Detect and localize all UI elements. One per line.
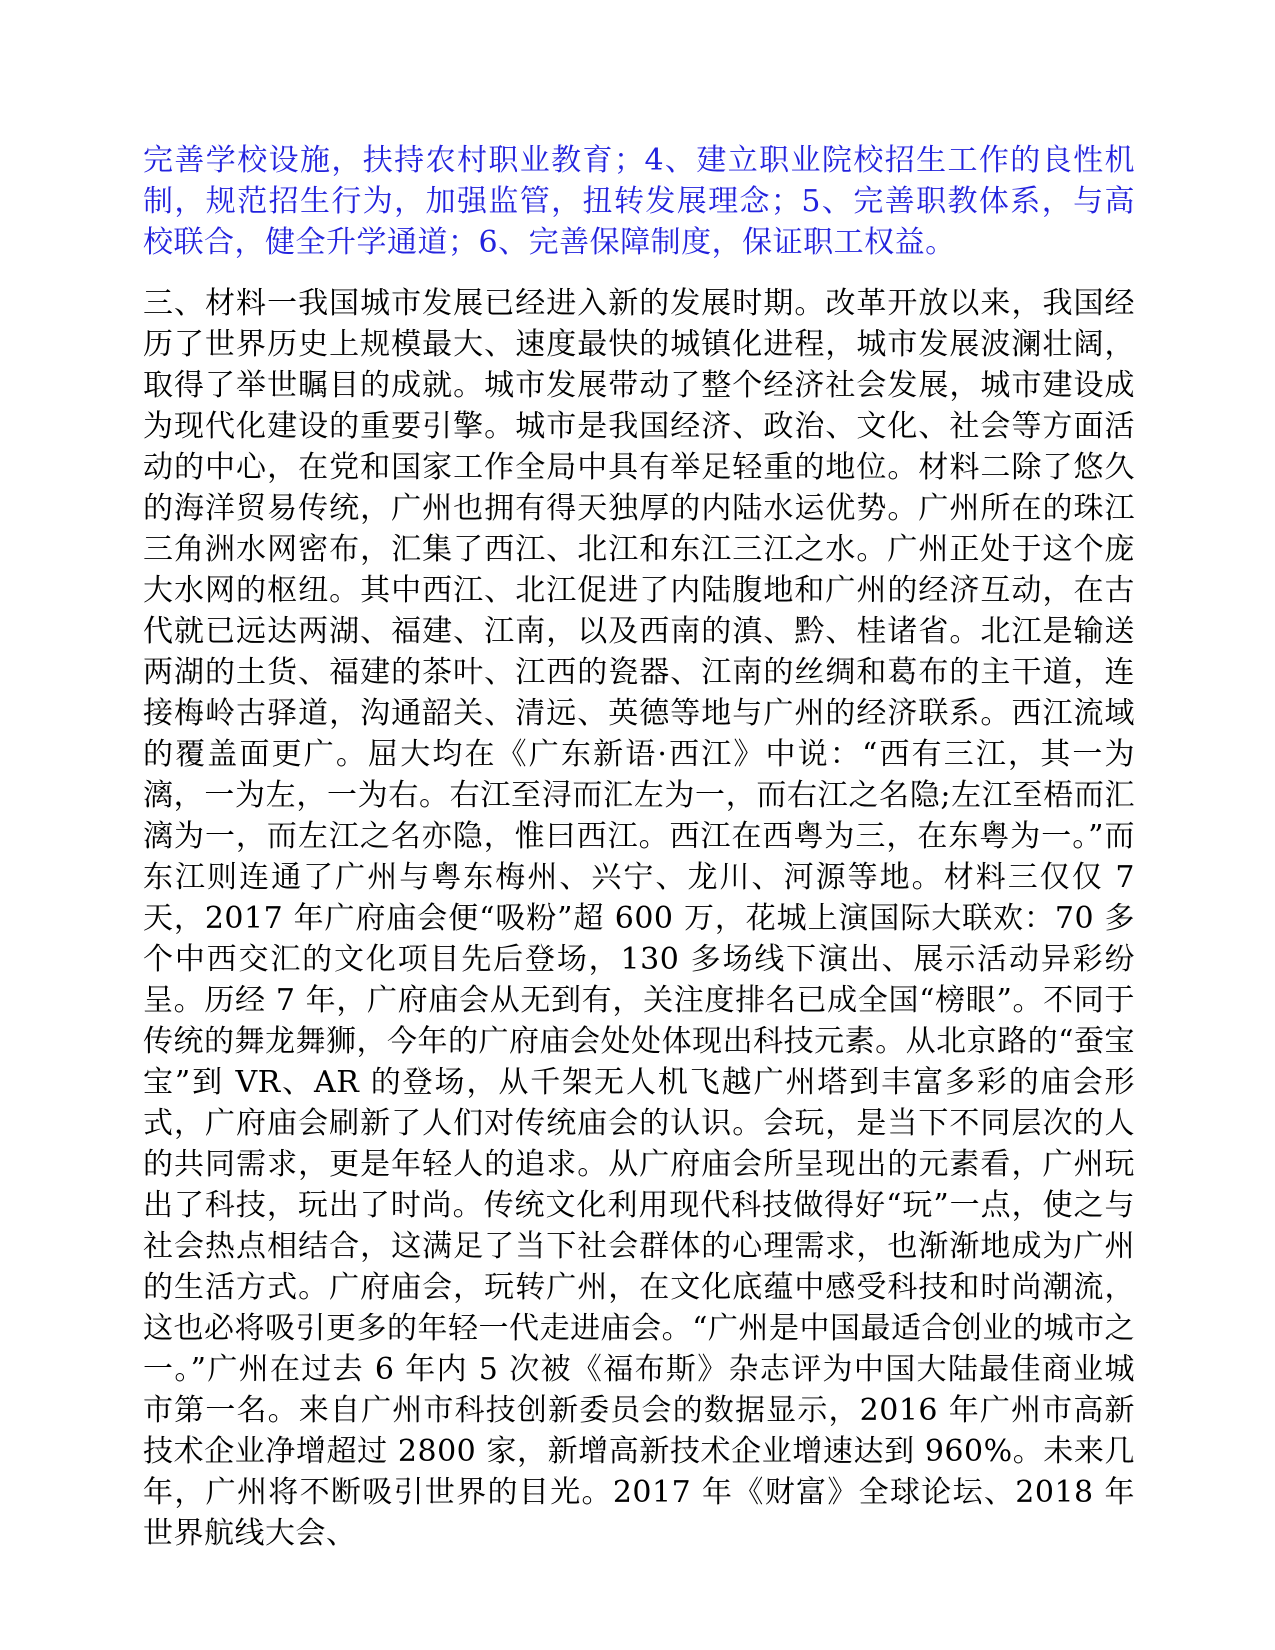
policy-measures-paragraph: 完善学校设施，扶持农村职业教育；4、建立职业院校招生工作的良性机制，规范招生行为，加强监管，扭转发展理念；5、完善职教体系，与高校联合，健全升学通道；6、完善保障制度，保证职工权益。 bbox=[143, 143, 1135, 260]
document-content bbox=[143, 140, 1135, 1554]
materials-paragraph: 三、材料一我国城市发展已经进入新的发展时期。改革开放以来，我国经历了世界历史上规模最大、速度最快的城镇化进程，城市发展波澜壮阔，取得了举世瞩目的成就。城市发展带动了整个经济社会发展，城市建设成为现代化建设的重要引擎。城市是我国经济、政治、文化、社会等方面活动的中心，在党和国家工作全局中具有举足轻重的地位。材料二除了悠久的海洋贸易传统，广州也拥有得天独厚的内陆水运优势。广州所在的珠江三角洲水网密布，汇集了西江、北江和东江三江之水。广州正处于这个庞大水网的枢纽。其中西江、北江促进了内陆腹地和广州的经济互动，在古代就已远达两湖、福建、江南，以及西南的滇、黔、桂诸省。北江是输送两湖的土货、福建的茶叶、江西的瓷器、江南的丝绸和葛布的主干道，连接梅岭古驿道，沟通韶关、清远、英德等地与广州的经济联系。西江流域的覆盖面更广。屈大均在《广东新语·西江》中说：“西有三江，其一为漓，一为左，一为右。右江至浔而汇左为一，而右江之名隐;左江至梧而汇漓为一，而左江之名亦隐，惟曰西江。西江在西粤为三，在东粤为一。”而东江则连通了广州与粤东梅州、兴宁、龙川、河源等地。材料三仅仅 7 天，2017 年广府庙会便“吸粉”超 600 万，花城上演国际大联欢：70 多个中西交汇的文化项目先后登场，130 多场线下演出、展示活动异彩纷呈。历经 7 年，广府庙会从无到有，关注度排名已成全国“榜眼”。不同于传统的舞龙舞狮，今年的广府庙会处处体现出科技元素。从北京路的“蚕宝宝”到 VR、AR 的登场，从千架无人机飞越广州塔到丰富多彩的庙会形式，广府庙会刷新了人们对传统庙会的认识。会玩，是当下不同层次的人的共同需求，更是年轻人的追求。从广府庙会所呈现出的元素看，广州玩出了科技，玩出了时尚。传统文化利用现代科技做得好“玩”一点，使之与社会热点相结合，这满足了当下社会群体的心理需求，也渐渐地成为广州的生活方式。广府庙会，玩转广州，在文化底蕴中感受科技和时尚潮流，这也必将吸引更多的年轻一代走进庙会。“广州是中国最适合创业的城市之一。”广州在过去 6 年内 5 次被《福布斯》杂志评为中国大陆最佳商业城市第一名。来自广州市科技创新委员会的数据显示，2016 年广州市高新技术企业净增超过 2800 家，新增高新技术企业增速达到 960%。未来几年，广州将不断吸引世界的目光。2017 年《财富》全球论坛、2018 年世界航线大会、 bbox=[143, 286, 1135, 1551]
